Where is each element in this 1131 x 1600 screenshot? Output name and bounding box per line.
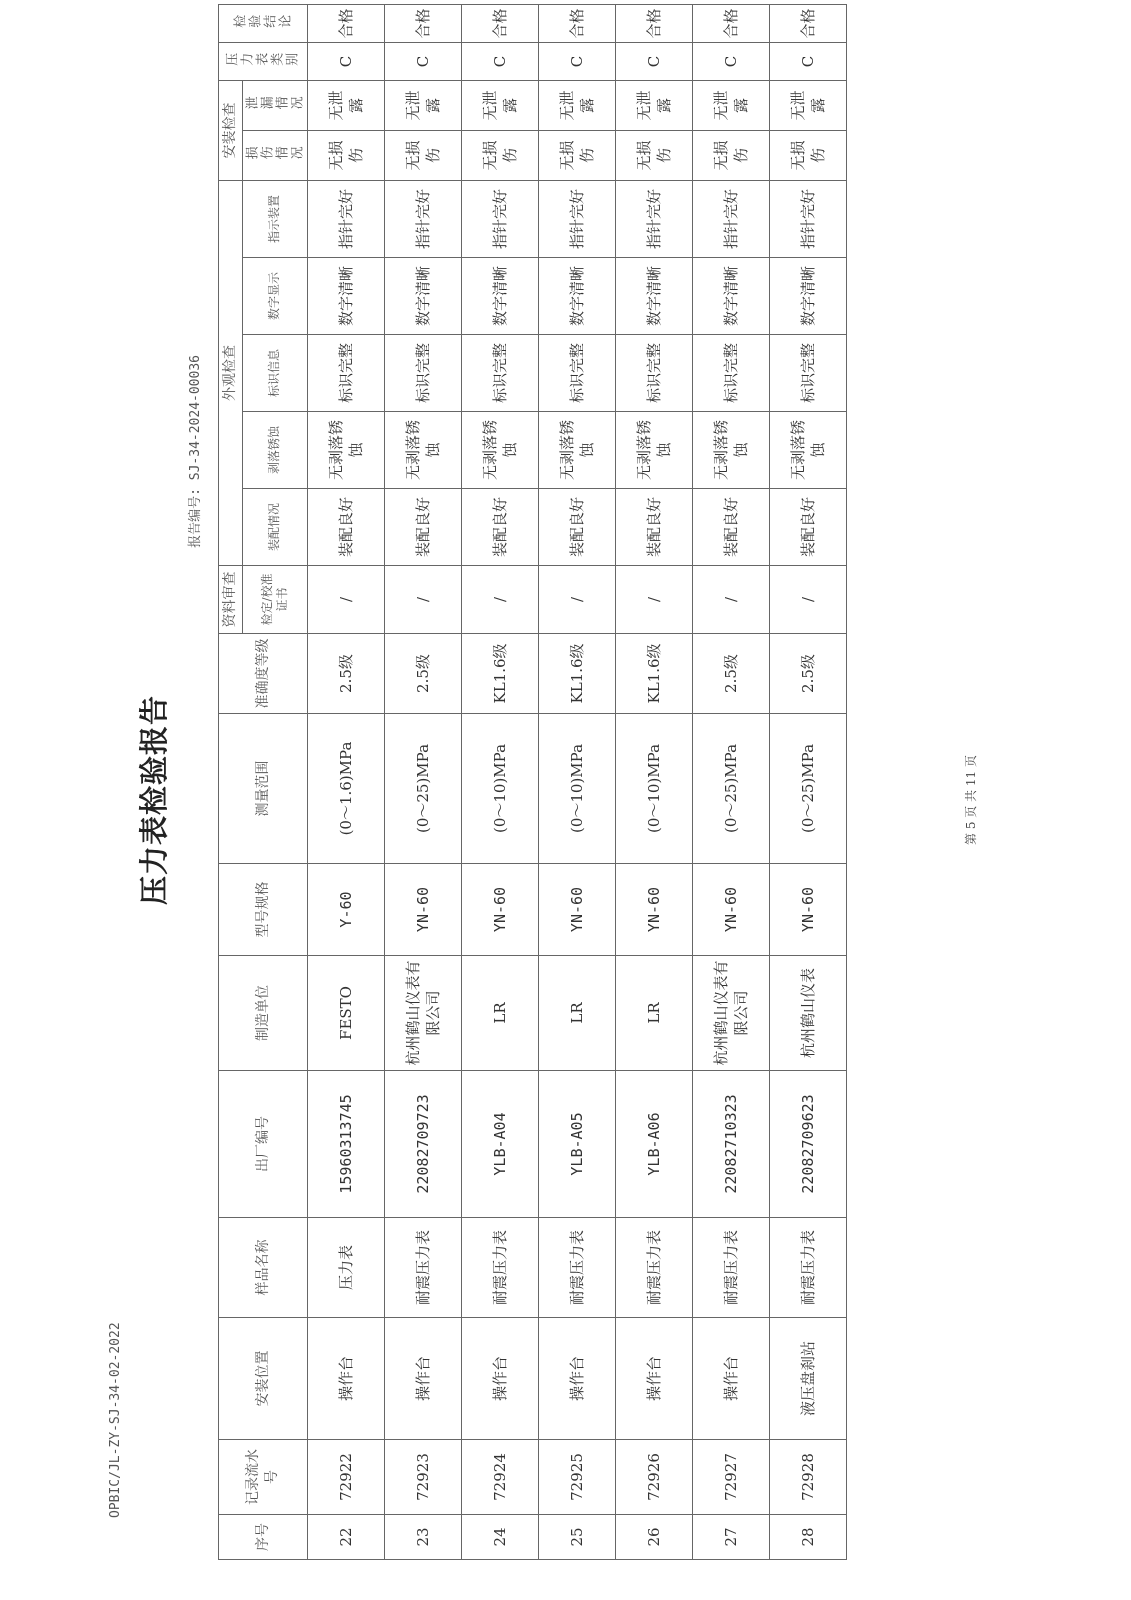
header-range: 测量范围 bbox=[219, 714, 308, 864]
cell-record: 72928 bbox=[769, 1440, 846, 1515]
header-assembly: 装配情况 bbox=[242, 489, 307, 566]
cell-digital: 数字清晰 bbox=[384, 258, 461, 335]
cell-model: YN-60 bbox=[615, 864, 692, 956]
page-title: 压力表检验报告 bbox=[137, 695, 171, 906]
cell-leak: 无泄露 bbox=[615, 80, 692, 130]
header-gauge-class: 压力表类别 bbox=[219, 42, 308, 80]
cell-digital: 数字清晰 bbox=[615, 258, 692, 335]
cell-pointer: 指针完好 bbox=[615, 180, 692, 257]
cell-accuracy: 2.5级 bbox=[769, 634, 846, 714]
page-footer: 第 5 页 共 11 页 bbox=[964, 755, 978, 845]
cell-gauge-class: C bbox=[307, 42, 384, 80]
cell-seq: 25 bbox=[538, 1515, 615, 1560]
header-appearance: 外观检查 bbox=[219, 180, 243, 565]
header-location: 安装位置 bbox=[219, 1318, 308, 1440]
cell-damage: 无损伤 bbox=[615, 130, 692, 180]
cell-accuracy: KL1.6级 bbox=[538, 634, 615, 714]
cell-assembly: 装配良好 bbox=[307, 489, 384, 566]
cell-gauge-class: C bbox=[538, 42, 615, 80]
cell-conclusion: 合格 bbox=[461, 4, 538, 42]
cell-marking: 标识完整 bbox=[692, 335, 769, 412]
cell-factory-no: 22082710323 bbox=[692, 1071, 769, 1218]
cell-model: YN-60 bbox=[769, 864, 846, 956]
cell-seq: 23 bbox=[384, 1515, 461, 1560]
cell-manufacturer: LR bbox=[461, 956, 538, 1071]
cell-manufacturer: 杭州鹤山仪表 bbox=[769, 956, 846, 1071]
header-factory-no: 出厂编号 bbox=[219, 1071, 308, 1218]
cell-peeling: 无剥落锈蚀 bbox=[307, 412, 384, 489]
cell-assembly: 装配良好 bbox=[615, 489, 692, 566]
cell-cert: / bbox=[307, 566, 384, 634]
header-conclusion: 检验结论 bbox=[219, 4, 308, 42]
cell-manufacturer: LR bbox=[538, 956, 615, 1071]
header-accuracy: 准确度等级 bbox=[219, 634, 308, 714]
cell-cert: / bbox=[384, 566, 461, 634]
cell-digital: 数字清晰 bbox=[538, 258, 615, 335]
cell-conclusion: 合格 bbox=[538, 4, 615, 42]
header-peeling: 剥落锈蚀 bbox=[242, 412, 307, 489]
cell-seq: 24 bbox=[461, 1515, 538, 1560]
cell-pointer: 指针完好 bbox=[538, 180, 615, 257]
cell-pointer: 指针完好 bbox=[307, 180, 384, 257]
cell-assembly: 装配良好 bbox=[692, 489, 769, 566]
cell-assembly: 装配良好 bbox=[461, 489, 538, 566]
cell-factory-no: YLB-A05 bbox=[538, 1071, 615, 1218]
cell-accuracy: KL1.6级 bbox=[615, 634, 692, 714]
cell-gauge-class: C bbox=[461, 42, 538, 80]
header-seq: 序号 bbox=[219, 1515, 308, 1560]
cell-location: 操作台 bbox=[538, 1318, 615, 1440]
cell-leak: 无泄露 bbox=[307, 80, 384, 130]
header-doc-review: 资料审查 bbox=[219, 566, 243, 634]
cell-gauge-class: C bbox=[692, 42, 769, 80]
cell-digital: 数字清晰 bbox=[461, 258, 538, 335]
table-row bbox=[461, 4, 538, 1559]
cell-range: (0～1.6)MPa bbox=[307, 714, 384, 864]
cell-name: 耐震压力表 bbox=[692, 1218, 769, 1318]
cell-range: (0～10)MPa bbox=[615, 714, 692, 864]
cell-leak: 无泄露 bbox=[384, 80, 461, 130]
header-damage: 损伤情况 bbox=[242, 130, 307, 180]
cell-damage: 无损伤 bbox=[384, 130, 461, 180]
cell-pointer: 指针完好 bbox=[384, 180, 461, 257]
cell-cert: / bbox=[615, 566, 692, 634]
cell-pointer: 指针完好 bbox=[769, 180, 846, 257]
cell-conclusion: 合格 bbox=[692, 4, 769, 42]
cell-factory-no: 15960313745 bbox=[307, 1071, 384, 1218]
cell-pointer: 指针完好 bbox=[461, 180, 538, 257]
table-row bbox=[384, 4, 461, 1559]
cell-marking: 标识完整 bbox=[538, 335, 615, 412]
cell-factory-no: 22082709723 bbox=[384, 1071, 461, 1218]
cell-manufacturer: FESTO bbox=[307, 956, 384, 1071]
cell-record: 72922 bbox=[307, 1440, 384, 1515]
cell-assembly: 装配良好 bbox=[769, 489, 846, 566]
cell-damage: 无损伤 bbox=[307, 130, 384, 180]
cell-factory-no: YLB-A04 bbox=[461, 1071, 538, 1218]
cell-assembly: 装配良好 bbox=[538, 489, 615, 566]
cell-model: YN-60 bbox=[692, 864, 769, 956]
table-row bbox=[769, 4, 846, 1559]
cell-model: Y-60 bbox=[307, 864, 384, 956]
inspection-table bbox=[218, 4, 847, 1560]
header-record-no: 记录流水号 bbox=[219, 1440, 308, 1515]
cell-seq: 28 bbox=[769, 1515, 846, 1560]
cell-marking: 标识完整 bbox=[307, 335, 384, 412]
cell-record: 72925 bbox=[538, 1440, 615, 1515]
cell-range: (0～10)MPa bbox=[538, 714, 615, 864]
cell-conclusion: 合格 bbox=[384, 4, 461, 42]
cell-seq: 26 bbox=[615, 1515, 692, 1560]
cell-leak: 无泄露 bbox=[769, 80, 846, 130]
cell-conclusion: 合格 bbox=[769, 4, 846, 42]
cell-location: 操作台 bbox=[307, 1318, 384, 1440]
cell-conclusion: 合格 bbox=[615, 4, 692, 42]
cell-peeling: 无剥落锈蚀 bbox=[692, 412, 769, 489]
cell-damage: 无损伤 bbox=[769, 130, 846, 180]
header-marking: 标识信息 bbox=[242, 335, 307, 412]
cell-record: 72927 bbox=[692, 1440, 769, 1515]
cell-cert: / bbox=[538, 566, 615, 634]
cell-manufacturer: 杭州鹤山仪表有限公司 bbox=[692, 956, 769, 1071]
cell-name: 耐震压力表 bbox=[384, 1218, 461, 1318]
table-row bbox=[538, 4, 615, 1559]
cell-manufacturer: 杭州鹤山仪表有限公司 bbox=[384, 956, 461, 1071]
cell-accuracy: 2.5级 bbox=[692, 634, 769, 714]
cell-pointer: 指针完好 bbox=[692, 180, 769, 257]
cell-name: 耐震压力表 bbox=[461, 1218, 538, 1318]
table-row bbox=[692, 4, 769, 1559]
cell-peeling: 无剥落锈蚀 bbox=[769, 412, 846, 489]
header-sample-name: 样品名称 bbox=[219, 1218, 308, 1318]
cell-peeling: 无剥落锈蚀 bbox=[461, 412, 538, 489]
cell-peeling: 无剥落锈蚀 bbox=[384, 412, 461, 489]
header-manufacturer: 制造单位 bbox=[219, 956, 308, 1071]
cell-factory-no: 22082709623 bbox=[769, 1071, 846, 1218]
cell-location: 操作台 bbox=[461, 1318, 538, 1440]
cell-range: (0～25)MPa bbox=[384, 714, 461, 864]
header-install-check: 安装检查 bbox=[219, 80, 243, 180]
cell-location: 操作台 bbox=[692, 1318, 769, 1440]
cell-accuracy: 2.5级 bbox=[384, 634, 461, 714]
cell-accuracy: KL1.6级 bbox=[461, 634, 538, 714]
cell-accuracy: 2.5级 bbox=[307, 634, 384, 714]
cell-name: 压力表 bbox=[307, 1218, 384, 1318]
header-doc-cert: 检定/校准证书 bbox=[242, 566, 307, 634]
cell-cert: / bbox=[461, 566, 538, 634]
cell-peeling: 无剥落锈蚀 bbox=[538, 412, 615, 489]
header-digital: 数字显示 bbox=[242, 258, 307, 335]
cell-marking: 标识完整 bbox=[769, 335, 846, 412]
cell-marking: 标识完整 bbox=[384, 335, 461, 412]
cell-location: 液压盘刹站 bbox=[769, 1318, 846, 1440]
cell-name: 耐震压力表 bbox=[615, 1218, 692, 1318]
cell-name: 耐震压力表 bbox=[769, 1218, 846, 1318]
cell-seq: 22 bbox=[307, 1515, 384, 1560]
header-pointer: 指示装置 bbox=[242, 180, 307, 257]
cell-gauge-class: C bbox=[615, 42, 692, 80]
cell-peeling: 无剥落锈蚀 bbox=[615, 412, 692, 489]
cell-cert: / bbox=[769, 566, 846, 634]
cell-model: YN-60 bbox=[461, 864, 538, 956]
cell-manufacturer: LR bbox=[615, 956, 692, 1071]
cell-location: 操作台 bbox=[384, 1318, 461, 1440]
cell-damage: 无损伤 bbox=[538, 130, 615, 180]
cell-record: 72926 bbox=[615, 1440, 692, 1515]
cell-record: 72923 bbox=[384, 1440, 461, 1515]
cell-digital: 数字清晰 bbox=[692, 258, 769, 335]
cell-factory-no: YLB-A06 bbox=[615, 1071, 692, 1218]
cell-model: YN-60 bbox=[538, 864, 615, 956]
table-row bbox=[307, 4, 384, 1559]
cell-location: 操作台 bbox=[615, 1318, 692, 1440]
cell-leak: 无泄露 bbox=[692, 80, 769, 130]
cell-range: (0～25)MPa bbox=[692, 714, 769, 864]
table-row bbox=[615, 4, 692, 1559]
cell-marking: 标识完整 bbox=[461, 335, 538, 412]
cell-conclusion: 合格 bbox=[307, 4, 384, 42]
header-leak: 泄漏情况 bbox=[242, 80, 307, 130]
cell-damage: 无损伤 bbox=[692, 130, 769, 180]
cell-leak: 无泄露 bbox=[538, 80, 615, 130]
cell-marking: 标识完整 bbox=[615, 335, 692, 412]
cell-range: (0～25)MPa bbox=[769, 714, 846, 864]
header-model: 型号规格 bbox=[219, 864, 308, 956]
cell-seq: 27 bbox=[692, 1515, 769, 1560]
cell-name: 耐震压力表 bbox=[538, 1218, 615, 1318]
report-number: 报告编号: SJ-34-2024-00036 bbox=[188, 355, 203, 548]
cell-damage: 无损伤 bbox=[461, 130, 538, 180]
form-code: OPBIC/JL-ZY-SJ-34-02-2022 bbox=[108, 1322, 123, 1518]
cell-gauge-class: C bbox=[384, 42, 461, 80]
cell-record: 72924 bbox=[461, 1440, 538, 1515]
cell-model: YN-60 bbox=[384, 864, 461, 956]
cell-assembly: 装配良好 bbox=[384, 489, 461, 566]
cell-cert: / bbox=[692, 566, 769, 634]
cell-digital: 数字清晰 bbox=[307, 258, 384, 335]
cell-gauge-class: C bbox=[769, 42, 846, 80]
cell-leak: 无泄露 bbox=[461, 80, 538, 130]
cell-range: (0～10)MPa bbox=[461, 714, 538, 864]
cell-digital: 数字清晰 bbox=[769, 258, 846, 335]
header-row-group bbox=[219, 4, 243, 1559]
